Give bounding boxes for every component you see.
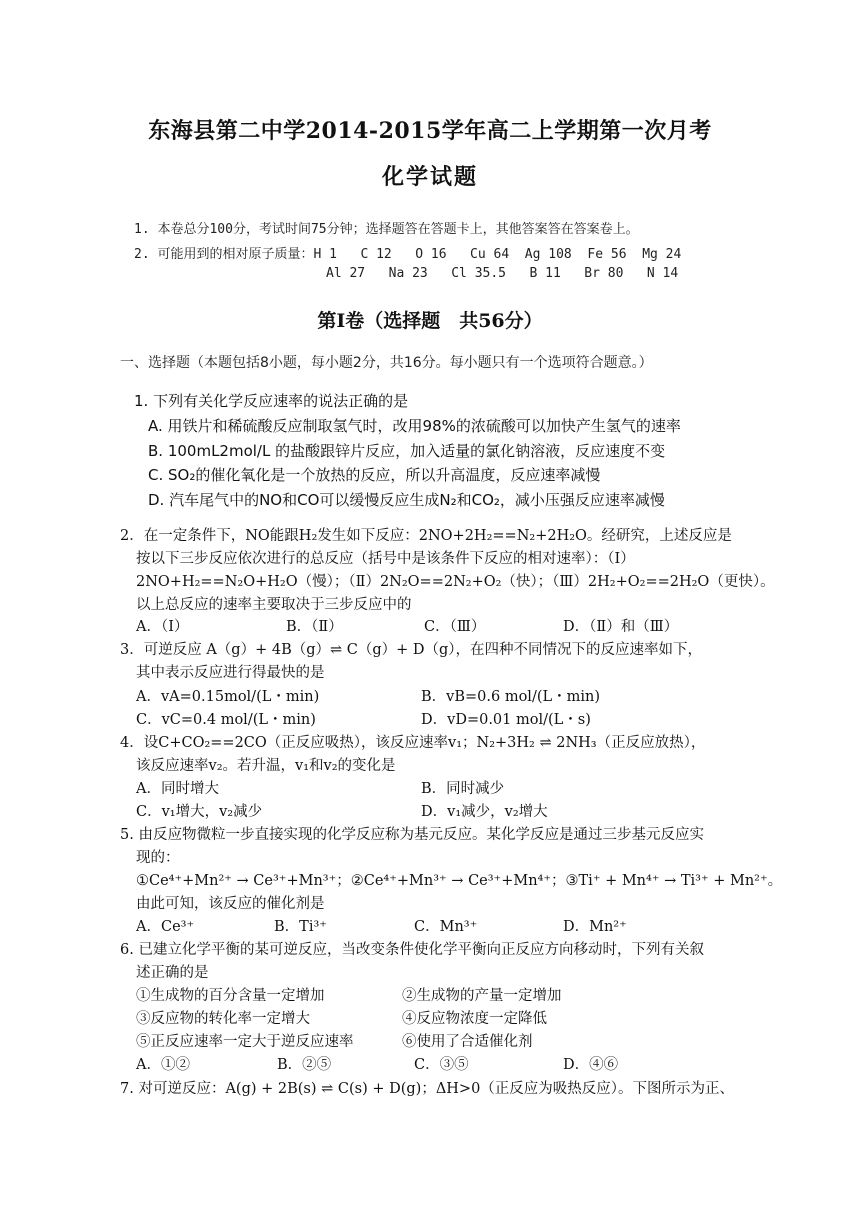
q6-item-2: ②生成物的产量一定增加 (402, 988, 562, 1004)
q3-option-d: D．vD=0.01 mol/(L・s) (421, 712, 591, 728)
q4-line-1: 4．设C+CO₂==2CO（正反应吸热），该反应速率v₁；N₂+3H₂ ⇌ 2NH₃（正反应放热）， (120, 735, 706, 751)
note-line-3: Al 27 Na 23 Cl 35.5 B 11 Br 80 N 14 (326, 266, 679, 281)
q2-line-4: 以上总反应的速率主要取决于三步反应中的 (136, 597, 412, 613)
q5-line-2: 现的： (136, 850, 180, 866)
q4-option-c: C．v₁增大，v₂减少 (136, 804, 263, 820)
exam-title: 东海县第二中学2014-2015学年高二上学期第一次月考 (148, 118, 712, 144)
q1-option-d: D. 汽车尾气中的NO和CO可以缓慢反应生成N₂和CO₂，减小压强反应速率减慢 (148, 491, 665, 509)
q1-stem: 1. 下列有关化学反应速率的说法正确的是 (134, 392, 409, 410)
q2-option-a: A．（Ⅰ） (136, 619, 189, 635)
q2-option-d: D．（Ⅱ）和（Ⅲ） (563, 619, 679, 635)
q3-line-1: 3．可逆反应 A（g）+ 4B（g）⇌ C（g）+ D（g），在四种不同情况下的反应速率如下， (120, 642, 703, 658)
q1-option-a: A. 用铁片和稀硫酸反应制取氢气时，改用98%的浓硫酸可以加快产生氢气的速率 (148, 417, 681, 435)
q5-line-1: 5. 由反应物微粒一步直接实现的化学反应称为基元反应。某化学反应是通过三步基元反应实 (120, 827, 704, 843)
q4-line-2: 该反应速率v₂。若升温，v₁和v₂的变化是 (136, 758, 396, 774)
q5-line-3: ①Ce⁴⁺+Mn²⁺ → Ce³⁺+Mn³⁺；②Ce⁴⁺+Mn³⁺ → Ce³⁺+Mn⁴⁺；③Ti⁺ + Mn⁴⁺ → Ti³⁺ + Mn²⁺。 (136, 873, 783, 889)
q6-item-5: ⑤正反应速率一定大于逆反应速率 (136, 1034, 354, 1050)
note-line-1: 1. 本卷总分100分，考试时间75分钟；选择题答在答题卡上，其他答案答在答案卷上。 (134, 222, 639, 237)
q6-option-d: D．④⑥ (563, 1057, 619, 1073)
q5-option-c: C．Mn³⁺ (414, 919, 478, 935)
q4-option-d: D．v₁减少，v₂增大 (421, 804, 548, 820)
q6-option-b: B．②⑤ (277, 1057, 332, 1073)
q6-line-1: 6. 已建立化学平衡的某可逆反应，当改变条件使化学平衡向正反应方向移动时，下列有关叙 (120, 942, 704, 958)
q1-option-b: B. 100mL2mol/L 的盐酸跟锌片反应，加入适量的氯化钠溶液，反应速度不变 (148, 442, 666, 460)
q4-option-b: B．同时减少 (421, 781, 505, 797)
q2-option-b: B．（Ⅱ） (286, 619, 343, 635)
q6-option-c: C．③⑤ (414, 1057, 469, 1073)
part-title: 一、选择题（本题包括8小题，每小题2分，共16分。每小题只有一个选项符合题意。） (120, 355, 653, 371)
q6-option-a: A．①② (136, 1057, 190, 1073)
q6-item-3: ③反应物的转化率一定增大 (136, 1011, 310, 1027)
q6-item-1: ①生成物的百分含量一定增加 (136, 988, 325, 1004)
q7-line-1: 7. 对可逆反应：A(g) + 2B(s) ⇌ C(s) + D(g)；ΔH>0（正反应为吸热反应）。下图所示为正、 (120, 1081, 735, 1097)
q4-option-a: A．同时增大 (136, 781, 219, 797)
q3-option-b: B．vB=0.6 mol/(L・min) (421, 689, 600, 705)
q5-option-a: A．Ce³⁺ (136, 919, 195, 935)
q5-option-d: D．Mn²⁺ (563, 919, 627, 935)
q6-item-6: ⑥使用了合适催化剂 (402, 1034, 533, 1050)
q6-item-4: ④反应物浓度一定降低 (402, 1011, 547, 1027)
q3-option-a: A．vA=0.15mol/(L・min) (136, 689, 320, 705)
q1-option-c: C. SO₂的催化氧化是一个放热的反应，所以升高温度，反应速率减慢 (148, 466, 601, 484)
q5-option-b: B．Ti³⁺ (274, 919, 327, 935)
note-line-2: 2. 可能用到的相对原子质量：H 1 C 12 O 16 Cu 64 Ag 108 Fe 56 Mg 24 (134, 247, 682, 262)
section-title: 第Ⅰ卷（选择题 共56分） (317, 310, 543, 332)
q2-line-2: 按以下三步反应依次进行的总反应（括号中是该条件下反应的相对速率）：（Ⅰ） (136, 551, 635, 567)
q3-line-2: 其中表示反应进行得最快的是 (136, 665, 325, 681)
q2-line-3: 2NO+H₂==N₂O+H₂O（慢）；（Ⅱ）2N₂O==2N₂+O₂（快）；（Ⅲ）2H₂+O₂==2H₂O（更快）。 (136, 574, 775, 590)
q2-option-c: C．（Ⅲ） (424, 619, 486, 635)
q5-line-4: 由此可知，该反应的催化剂是 (136, 896, 325, 912)
q2-line-1: 2．在一定条件下，NO能跟H₂发生如下反应：2NO+2H₂==N₂+2H₂O。经研究，上述反应是 (120, 528, 732, 544)
q6-line-2: 述正确的是 (136, 965, 209, 981)
q3-option-c: C．vC=0.4 mol/(L・min) (136, 712, 316, 728)
exam-subtitle: 化学试题 (381, 164, 478, 190)
